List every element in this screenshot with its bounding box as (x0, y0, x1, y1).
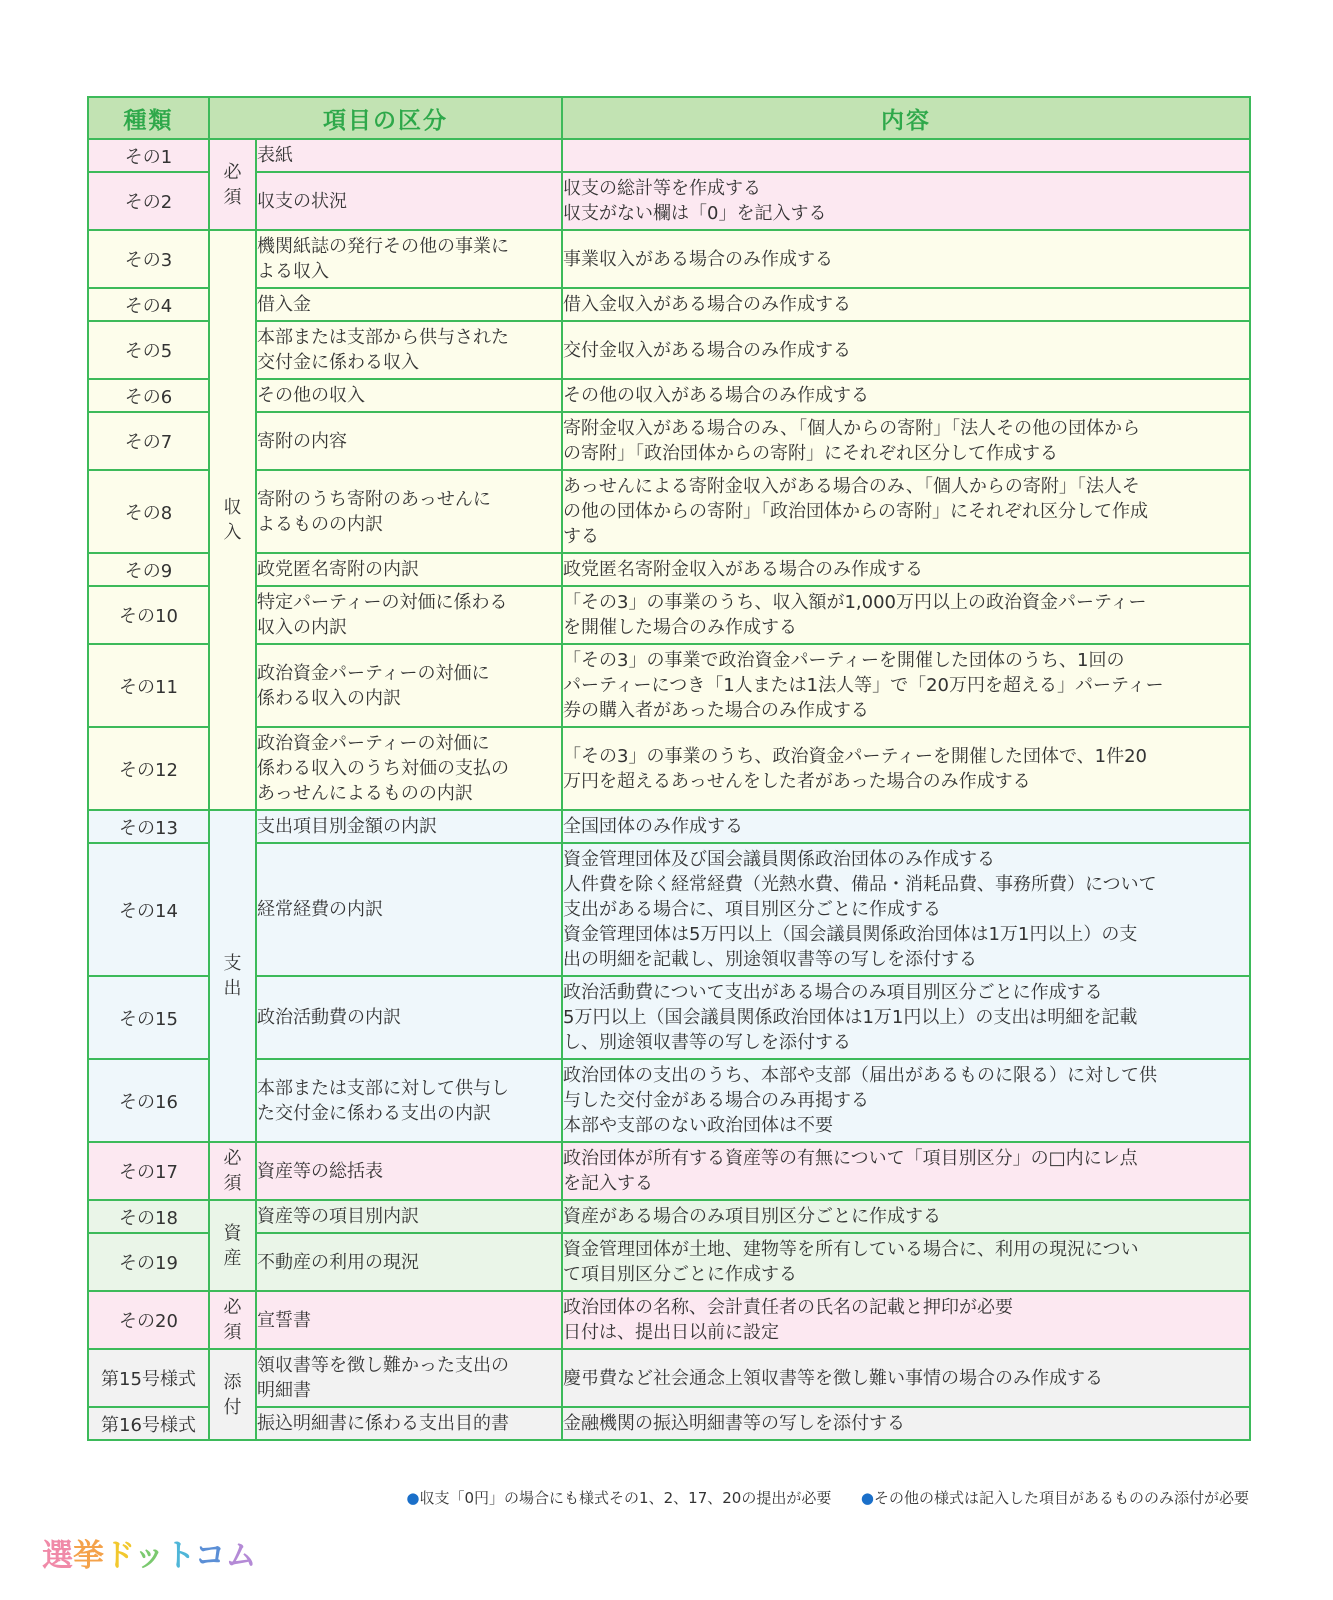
row-desc (562, 139, 1250, 172)
row-desc: 政治団体の名称、会計責任者の氏名の記載と押印が必要 日付は、提出日以前に設定 (562, 1291, 1250, 1349)
row-type: その11 (88, 644, 209, 727)
row-item: 本部または支部に対して供与し た交付金に係わる支出の内訳 (256, 1059, 562, 1142)
row-desc: 「その3」の事業のうち、政治資金パーティーを開催した団体で、1件20 万円を超えるあっせんをした者があった場合のみ作成する (562, 727, 1250, 810)
table-row (88, 139, 1250, 172)
row-desc: あっせんによる寄附金収入がある場合のみ、「個人からの寄附」「法人そ の他の団体からの寄附」「政治団体からの寄附」にそれぞれ区分して作成 する (562, 470, 1250, 553)
header-type: 種類 (88, 97, 209, 139)
group-hissu: 必 須 (209, 1291, 256, 1349)
row-item: 経常経費の内訳 (256, 843, 562, 976)
row-type: その8 (88, 470, 209, 553)
row-type: その13 (88, 810, 209, 843)
table-row (88, 810, 1250, 843)
logo-char: ッ (133, 1538, 165, 1574)
table-row (88, 1349, 1250, 1407)
row-type: その1 (88, 139, 209, 172)
table-row (88, 586, 1250, 644)
row-desc: 金融機関の振込明細書等の写しを添付する (562, 1407, 1250, 1440)
table-row (88, 1233, 1250, 1291)
row-desc: 政治活動費について支出がある場合のみ項目別区分ごとに作成する 5万円以上（国会議員関係政治団体は1万1円以上）の支出は明細を記載 し、別途領収書等の写しを添付する (562, 976, 1250, 1059)
table-row (88, 230, 1250, 288)
header-category: 項目の区分 (209, 97, 562, 139)
row-item: その他の収入 (256, 379, 562, 412)
row-item: 借入金 (256, 288, 562, 321)
row-item: 政治活動費の内訳 (256, 976, 562, 1059)
row-type: その7 (88, 412, 209, 470)
row-desc: その他の収入がある場合のみ作成する (562, 379, 1250, 412)
logo-char: 挙 (73, 1538, 104, 1574)
row-item: 寄附の内容 (256, 412, 562, 470)
row-item: 資産等の総括表 (256, 1142, 562, 1200)
group-shisan: 資 産 (209, 1200, 256, 1291)
row-item: 特定パーティーの対価に係わる 収入の内訳 (256, 586, 562, 644)
row-item: 本部または支部から供与された 交付金に係わる収入 (256, 321, 562, 379)
row-type: その3 (88, 230, 209, 288)
row-item: 支出項目別金額の内訳 (256, 810, 562, 843)
row-type: その6 (88, 379, 209, 412)
report-forms-table (87, 96, 1251, 1441)
row-item: 表紙 (256, 139, 562, 172)
row-desc: 収支の総計等を作成する 収支がない欄は「0」を記入する (562, 172, 1250, 230)
row-item: 政治資金パーティーの対価に 係わる収入の内訳 (256, 644, 562, 727)
row-type: その15 (88, 976, 209, 1059)
table-row (88, 843, 1250, 976)
table-header-row (88, 97, 1250, 139)
row-type: その9 (88, 553, 209, 586)
table-row (88, 976, 1250, 1059)
table-row (88, 644, 1250, 727)
group-hissu: 必 須 (209, 139, 256, 230)
group-hissu: 必 須 (209, 1142, 256, 1200)
senkyo-dotcom-logo (42, 1530, 257, 1575)
row-item: 資産等の項目別内訳 (256, 1200, 562, 1233)
row-type: その10 (88, 586, 209, 644)
table-row (88, 1059, 1250, 1142)
logo-char: ム (225, 1538, 257, 1574)
table-row (88, 553, 1250, 586)
row-item: 政治資金パーティーの対価に 係わる収入のうち対価の支払の あっせんによるものの内訳 (256, 727, 562, 810)
row-desc: 政党匿名寄附金収入がある場合のみ作成する (562, 553, 1250, 586)
logo-char: 選 (42, 1538, 73, 1574)
row-item: 領収書等を徴し難かった支出の 明細書 (256, 1349, 562, 1407)
row-desc: 政治団体の支出のうち、本部や支部（届出があるものに限る）に対して供 与した交付金がある場合のみ再掲する 本部や支部のない政治団体は不要 (562, 1059, 1250, 1142)
row-item: 寄附のうち寄附のあっせんに よるものの内訳 (256, 470, 562, 553)
table-row (88, 1291, 1250, 1349)
table-row (88, 172, 1250, 230)
row-type: その20 (88, 1291, 209, 1349)
logo-char: ド (104, 1538, 134, 1574)
table-row (88, 1407, 1250, 1440)
row-desc: 交付金収入がある場合のみ作成する (562, 321, 1250, 379)
row-type: 第16号様式 (88, 1407, 209, 1440)
row-type: その2 (88, 172, 209, 230)
row-desc: 資産がある場合のみ項目別区分ごとに作成する (562, 1200, 1250, 1233)
table-row (88, 1200, 1250, 1233)
row-desc: 資金管理団体が土地、建物等を所有している場合に、利用の現況につい て項目別区分ごとに作成する (562, 1233, 1250, 1291)
group-shunyu: 収 入 (209, 230, 256, 810)
row-desc: 寄附金収入がある場合のみ、「個人からの寄附」「法人その他の団体から の寄附」「政治団体からの寄附」にそれぞれ区分して作成する (562, 412, 1250, 470)
header-content: 内容 (562, 97, 1250, 139)
row-type: 第15号様式 (88, 1349, 209, 1407)
row-type: その5 (88, 321, 209, 379)
footnotes (406, 1487, 1249, 1508)
table-row (88, 470, 1250, 553)
row-desc: 全国団体のみ作成する (562, 810, 1250, 843)
row-type: その19 (88, 1233, 209, 1291)
group-tenpu: 添 付 (209, 1349, 256, 1440)
footnote-other-forms: ●その他の様式は記入した項目があるもののみ添付が必要 (860, 1489, 1249, 1507)
row-type: その17 (88, 1142, 209, 1200)
footnote-zero-yen: ●収支「0円」の場合にも様式その1、2、17、20の提出が必要 (406, 1489, 832, 1507)
row-item: 収支の状況 (256, 172, 562, 230)
row-item: 機関紙誌の発行その他の事業に よる収入 (256, 230, 562, 288)
row-desc: 借入金収入がある場合のみ作成する (562, 288, 1250, 321)
row-item: 振込明細書に係わる支出目的書 (256, 1407, 562, 1440)
table-row (88, 288, 1250, 321)
table-row (88, 727, 1250, 810)
row-type: その14 (88, 843, 209, 976)
row-desc: 慶弔費など社会通念上領収書等を徴し難い事情の場合のみ作成する (562, 1349, 1250, 1407)
row-desc: 事業収入がある場合のみ作成する (562, 230, 1250, 288)
row-type: その18 (88, 1200, 209, 1233)
logo-char: ト (164, 1538, 195, 1574)
table-row (88, 1142, 1250, 1200)
row-desc: 政治団体が所有する資産等の有無について「項目別区分」の□内にレ点 を記入する (562, 1142, 1250, 1200)
row-item: 不動産の利用の現況 (256, 1233, 562, 1291)
logo-char: コ (194, 1538, 226, 1574)
table-row (88, 321, 1250, 379)
group-shishutsu: 支 出 (209, 810, 256, 1142)
row-type: その4 (88, 288, 209, 321)
row-item: 政党匿名寄附の内訳 (256, 553, 562, 586)
table-row (88, 379, 1250, 412)
row-desc: 「その3」の事業で政治資金パーティーを開催した団体のうち、1回の パーティーにつき「1人または1法人等」で「20万円を超える」パーティー 券の購入者があった場合のみ作成する (562, 644, 1250, 727)
row-desc: 資金管理団体及び国会議員関係政治団体のみ作成する 人件費を除く経常経費（光熱水費、備品・消耗品費、事務所費）について 支出がある場合に、項目別区分ごとに作成する 資金管理団体は5万円以上（国会議員関係政治団体は1万1円以上）の支 出の明細を記載し、別途領収書等の写しを添付する (562, 843, 1250, 976)
row-desc: 「その3」の事業のうち、収入額が1,000万円以上の政治資金パーティー を開催した場合のみ作成する (562, 586, 1250, 644)
row-type: その12 (88, 727, 209, 810)
row-item: 宣誓書 (256, 1291, 562, 1349)
table-row (88, 412, 1250, 470)
row-type: その16 (88, 1059, 209, 1142)
